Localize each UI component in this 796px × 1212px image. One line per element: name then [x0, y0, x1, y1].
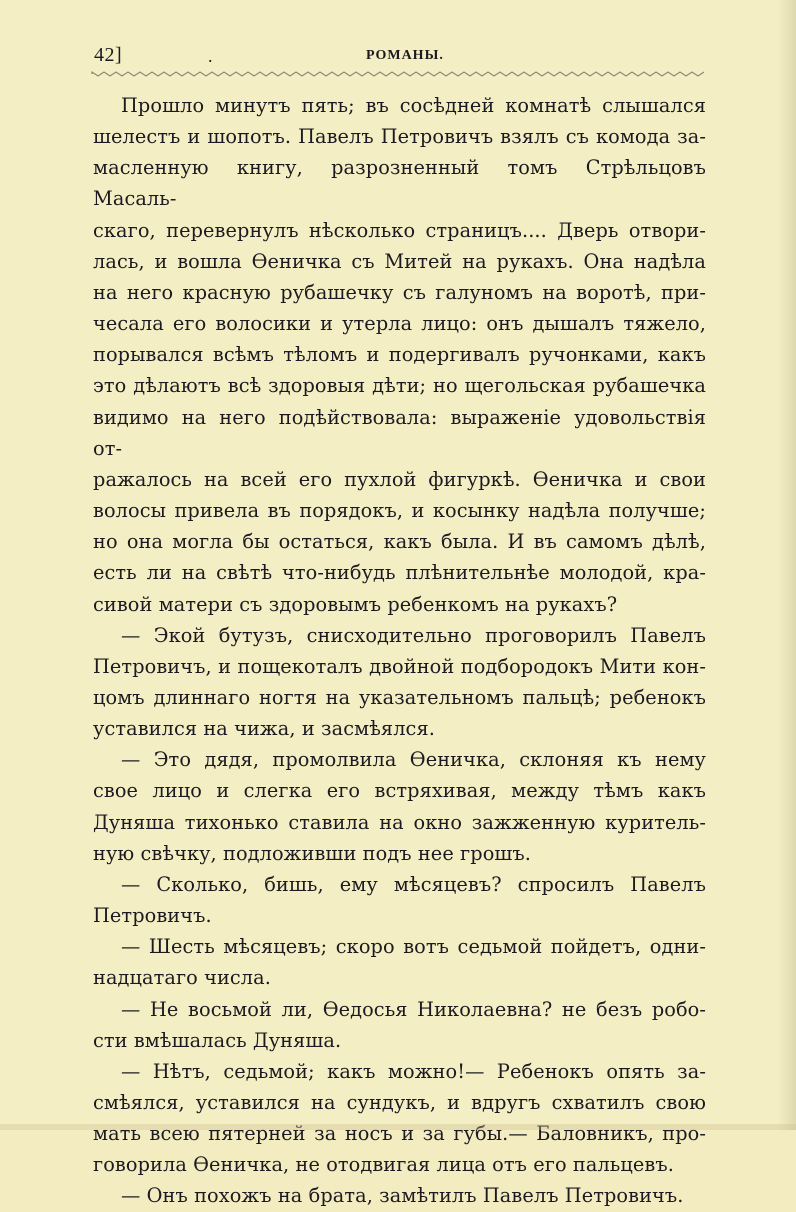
text-line: но она могла бы остаться, какъ была. И въ самомъ дѣлѣ,: [93, 530, 706, 554]
text-line: свое лицо и слегка его встряхивая, между тѣмъ какъ: [93, 779, 706, 803]
text-line: цомъ длиннаго ногтя на указательномъ пальцѣ; ребенокъ: [93, 685, 706, 709]
header-wavy-rule: [92, 70, 706, 78]
text-line: чесала его волосики и утерла лицо: онъ дышалъ тяжело,: [93, 312, 706, 336]
text-line: мать всею пятерней за носъ и за губы.— Баловникъ, про-: [93, 1122, 706, 1146]
text-line: Прошло минутъ пять; въ сосѣдней комнатѣ слышался: [121, 94, 706, 117]
text-line: на него красную рубашечку съ галуномъ на воротѣ, при-: [93, 280, 706, 304]
page-bottom-edge: [0, 1124, 796, 1130]
text-line: — Шесть мѣсяцевъ; скоро вотъ седьмой пойдетъ, одни-: [121, 935, 706, 959]
text-line: говорила Ѳеничка, не отодвигая лица отъ его пальцевъ.: [93, 1153, 674, 1177]
text-line: уставился на чижа, и засмѣялся.: [93, 717, 435, 741]
text-line: масленную книгу, разрозненный томъ Стрѣльцовъ Масаль-: [93, 156, 706, 211]
body-text: [93, 90, 706, 1212]
text-line: шелестъ и шопотъ. Павелъ Петровичъ взялъ съ комода за-: [93, 125, 706, 149]
text-line: — Нѣтъ, седьмой; какъ можно!— Ребенокъ опять за-: [121, 1059, 706, 1083]
running-title: РОМАНЫ.: [366, 48, 444, 63]
text-line: надцатаго числа.: [93, 966, 271, 990]
text-line: — Это дядя, промолвила Ѳеничка, склоняя къ нему: [121, 748, 706, 772]
text-line: видимо на него подѣйствовала: выраженіе удовольствія от-: [93, 405, 706, 460]
text-line: Петровичъ.: [93, 904, 212, 928]
text-line: порывался всѣмъ тѣломъ и подергивалъ ручонками, какъ: [93, 343, 706, 367]
text-line: лась, и вошла Ѳеничка съ Митей на рукахъ. Она надѣла: [93, 249, 706, 273]
text-line: — Онъ похожъ на брата, замѣтилъ Павелъ Петровичъ.: [121, 1184, 684, 1208]
text-line: есть ли на свѣтѣ что-нибудь плѣнительнѣе молодой, кра-: [93, 561, 706, 585]
page-edge-shadow: [778, 0, 796, 1130]
text-line: волосы привела въ порядокъ, и косынку надѣла получше;: [93, 499, 706, 523]
text-line: сивой матери съ здоровымъ ребенкомъ на рукахъ?: [93, 592, 618, 616]
text-line: — Не восьмой ли, Ѳедосья Николаевна? не безъ робо-: [121, 997, 706, 1021]
text-line: — Экой бутузъ, снисходительно проговорилъ Павелъ: [121, 623, 706, 647]
page-number: 42]: [94, 44, 123, 66]
text-line: Дуняша тихонько ставила на окно зажженную куритель-: [93, 810, 706, 834]
text-line: — Сколько, бишь, ему мѣсяцевъ? спросилъ Павелъ: [121, 872, 706, 896]
head-dot: .: [208, 46, 213, 66]
text-line: сти вмѣшалась Дуняша.: [93, 1028, 342, 1052]
text-line: Петровичъ, и пощекоталъ двойной подбородокъ Мити кон-: [93, 654, 706, 678]
text-line: ражалось на всей его пухлой фигуркѣ. Ѳеничка и свои: [93, 467, 706, 491]
text-line: ную свѣчку, подложивши подъ нее грошъ.: [93, 841, 532, 865]
text-line: скаго, перевернулъ нѣсколько страницъ.... Дверь отвори-: [93, 218, 706, 242]
text-line: смѣялся, уставился на сундукъ, и вдругъ схватилъ свою: [93, 1091, 706, 1114]
text-line: это дѣлаютъ всѣ здоровыя дѣти; но щегольская рубашечка: [93, 374, 706, 398]
